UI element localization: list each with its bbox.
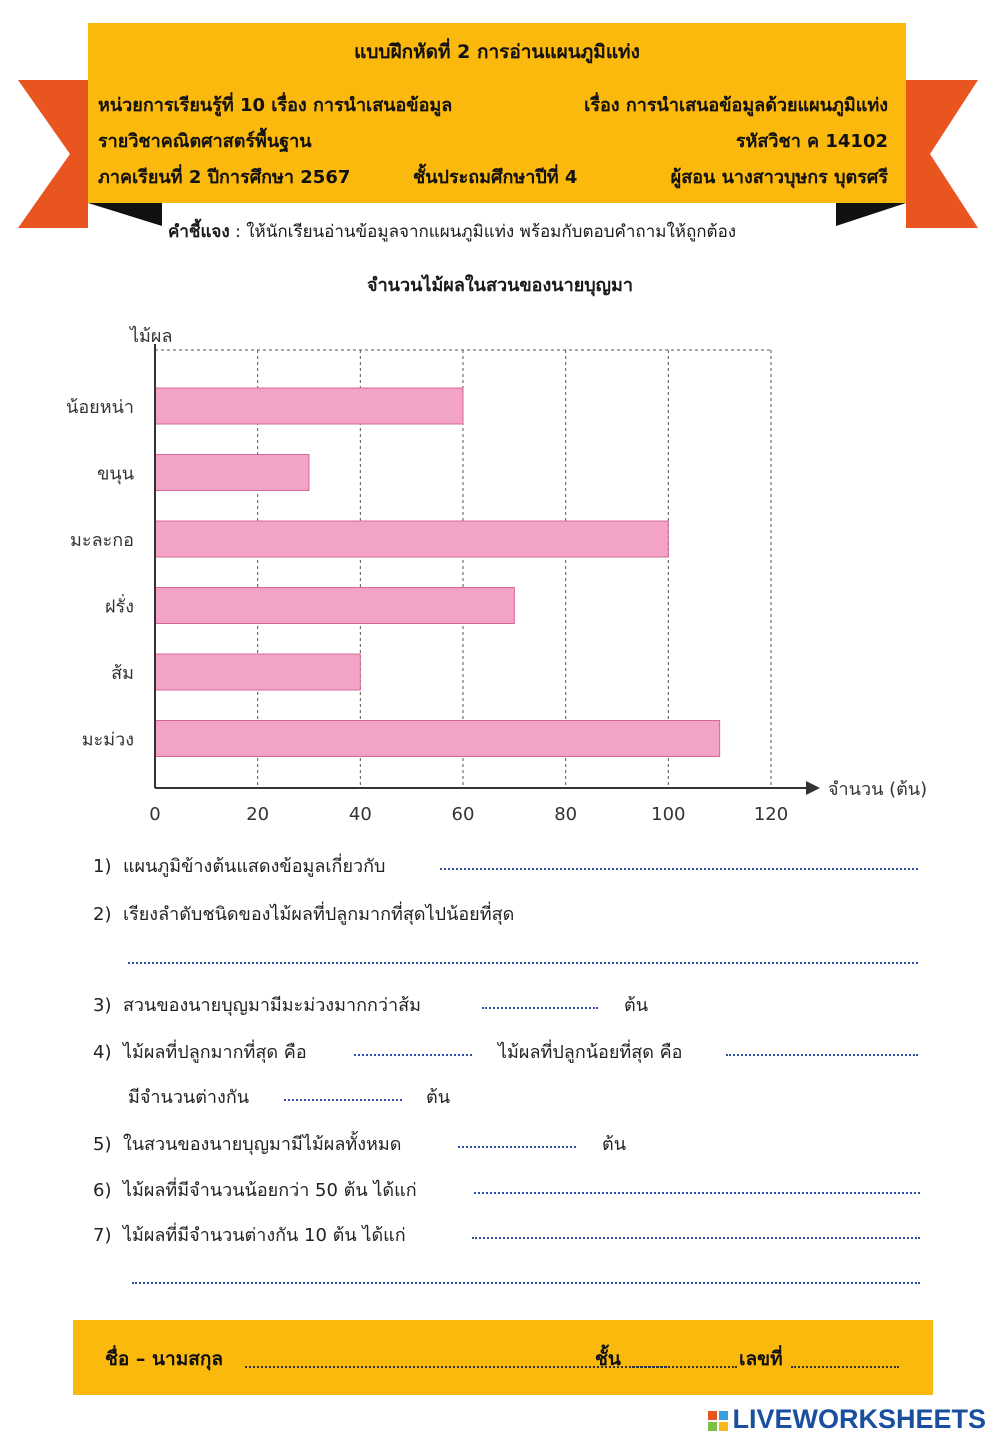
answer-2-field[interactable] [128, 962, 918, 964]
question-text: เรียงลำดับชนิดของไม้ผลที่ปลูกมากที่สุดไปน้อยที่สุด [122, 904, 515, 925]
semester-label: ภาคเรียนที่ 2 ปีการศึกษา 2567 [98, 167, 351, 188]
question-text: ไม้ผลที่มีจำนวนน้อยกว่า 50 ต้น ได้แก่ [122, 1180, 417, 1201]
question-7 [93, 1220, 406, 1249]
teacher-label: ผู้สอน นางสาวบุษกร บุตรศรี [670, 167, 888, 188]
liveworksheets-logo [708, 1404, 986, 1435]
question-1 [93, 851, 385, 880]
question-2 [93, 899, 514, 928]
class-field[interactable] [629, 1366, 737, 1368]
ribbon-right-fold [836, 203, 906, 226]
grade-label: ชั้นประถมศึกษาปีที่ 4 [413, 167, 578, 188]
question-4-part2: ไม้ผลที่ปลูกน้อยที่สุด คือ [498, 1042, 683, 1063]
question-text: สวนของนายบุญมามีมะม่วงมากกว่าส้ม [122, 995, 421, 1016]
header-ribbon [0, 0, 1000, 240]
question-6 [93, 1175, 417, 1204]
answer-3-unit: ต้น [624, 995, 648, 1016]
ribbon-left-fold [88, 203, 162, 226]
category-label: ส้ม [111, 663, 134, 684]
topic-label: เรื่อง การนำเสนอข้อมูลด้วยแผนภูมิแท่ง [584, 95, 888, 116]
unit-label: หน่วยการเรียนรู้ที่ 10 เรื่อง การนำเสนอข้อมูล [98, 95, 453, 116]
answer-7a-field[interactable] [472, 1237, 920, 1239]
answer-4b-field[interactable] [726, 1054, 918, 1056]
x-tick-label: 100 [651, 804, 686, 825]
bar-chart [0, 320, 1000, 830]
question-number: 5) [93, 1134, 112, 1155]
category-label: ขนุน [97, 463, 134, 485]
answer-4a-field[interactable] [354, 1054, 472, 1056]
category-label: ฝรั่ง [104, 596, 134, 618]
bar [155, 521, 668, 557]
x-tick-label: 80 [554, 804, 578, 825]
question-number: 3) [93, 995, 112, 1016]
answer-1-field[interactable] [440, 868, 918, 870]
answer-7b-field[interactable] [132, 1282, 920, 1284]
question-3 [93, 990, 421, 1019]
category-label: น้อยหน่า [66, 397, 134, 418]
x-tick-label: 0 [149, 804, 161, 825]
instruction-text: : ให้นักเรียนอ่านข้อมูลจากแผนภูมิแท่ง พร้อมกับตอบคำถามให้ถูกต้อง [229, 222, 737, 242]
chart-title: จำนวนไม้ผลในสวนของนายบุญมา [367, 275, 633, 296]
question-text: ในสวนของนายบุญมามีไม้ผลทั้งหมด [122, 1134, 402, 1155]
header-banner [88, 23, 906, 203]
x-tick-label: 60 [451, 804, 475, 825]
number-label: เลขที่ [739, 1348, 783, 1370]
subject-code: รหัสวิชา ค 14102 [735, 131, 888, 152]
answer-5-unit: ต้น [602, 1134, 626, 1155]
x-axis-arrow [806, 781, 820, 795]
question-number: 4) [93, 1042, 112, 1063]
y-axis-label: ไม้ผล [130, 326, 173, 347]
answer-5-field[interactable] [458, 1146, 576, 1148]
answer-3-field[interactable] [482, 1007, 598, 1009]
name-label: ชื่อ – นามสกุล [105, 1348, 223, 1370]
question-number: 7) [93, 1225, 112, 1246]
answer-4c-field[interactable] [284, 1099, 402, 1101]
ribbon-right-tail [906, 80, 978, 228]
category-label: มะละกอ [70, 530, 134, 551]
class-label: ชั้น [595, 1348, 621, 1370]
bar [155, 388, 463, 424]
question-number: 2) [93, 904, 112, 925]
question-text: ไม้ผลที่ปลูกมากที่สุด คือ [122, 1042, 307, 1063]
question-text: ไม้ผลที่มีจำนวนต่างกัน 10 ต้น ได้แก่ [122, 1225, 406, 1246]
answer-4-unit: ต้น [426, 1087, 450, 1108]
bar [155, 588, 514, 624]
number-field[interactable] [791, 1366, 899, 1368]
bar [155, 654, 360, 690]
question-5 [93, 1129, 401, 1158]
x-tick-label: 40 [348, 804, 372, 825]
category-label: มะม่วง [81, 729, 134, 751]
question-text: แผนภูมิข้างต้นแสดงข้อมูลเกี่ยวกับ [122, 856, 386, 877]
x-tick-label: 20 [246, 804, 270, 825]
logo-icon [708, 1411, 728, 1431]
bar [155, 455, 309, 491]
subject-label: รายวิชาคณิตศาสตร์พื้นฐาน [98, 131, 312, 152]
question-4-line2: มีจำนวนต่างกัน [128, 1087, 250, 1108]
question-number: 1) [93, 856, 112, 877]
x-tick-label: 120 [753, 804, 789, 825]
student-info-bar [73, 1320, 933, 1395]
answer-6-field[interactable] [474, 1192, 920, 1194]
instruction [168, 218, 736, 245]
x-axis-label: จำนวน (ต้น) [828, 779, 928, 800]
bar [155, 721, 720, 757]
worksheet-title: แบบฝึกหัดที่ 2 การอ่านแผนภูมิแท่ง [354, 41, 640, 63]
question-number: 6) [93, 1180, 112, 1201]
instruction-label: คำชี้แจง [168, 222, 230, 242]
logo-text: LIVEWORKSHEETS [732, 1404, 986, 1434]
ribbon-left-tail [18, 80, 88, 228]
question-4 [93, 1037, 307, 1066]
